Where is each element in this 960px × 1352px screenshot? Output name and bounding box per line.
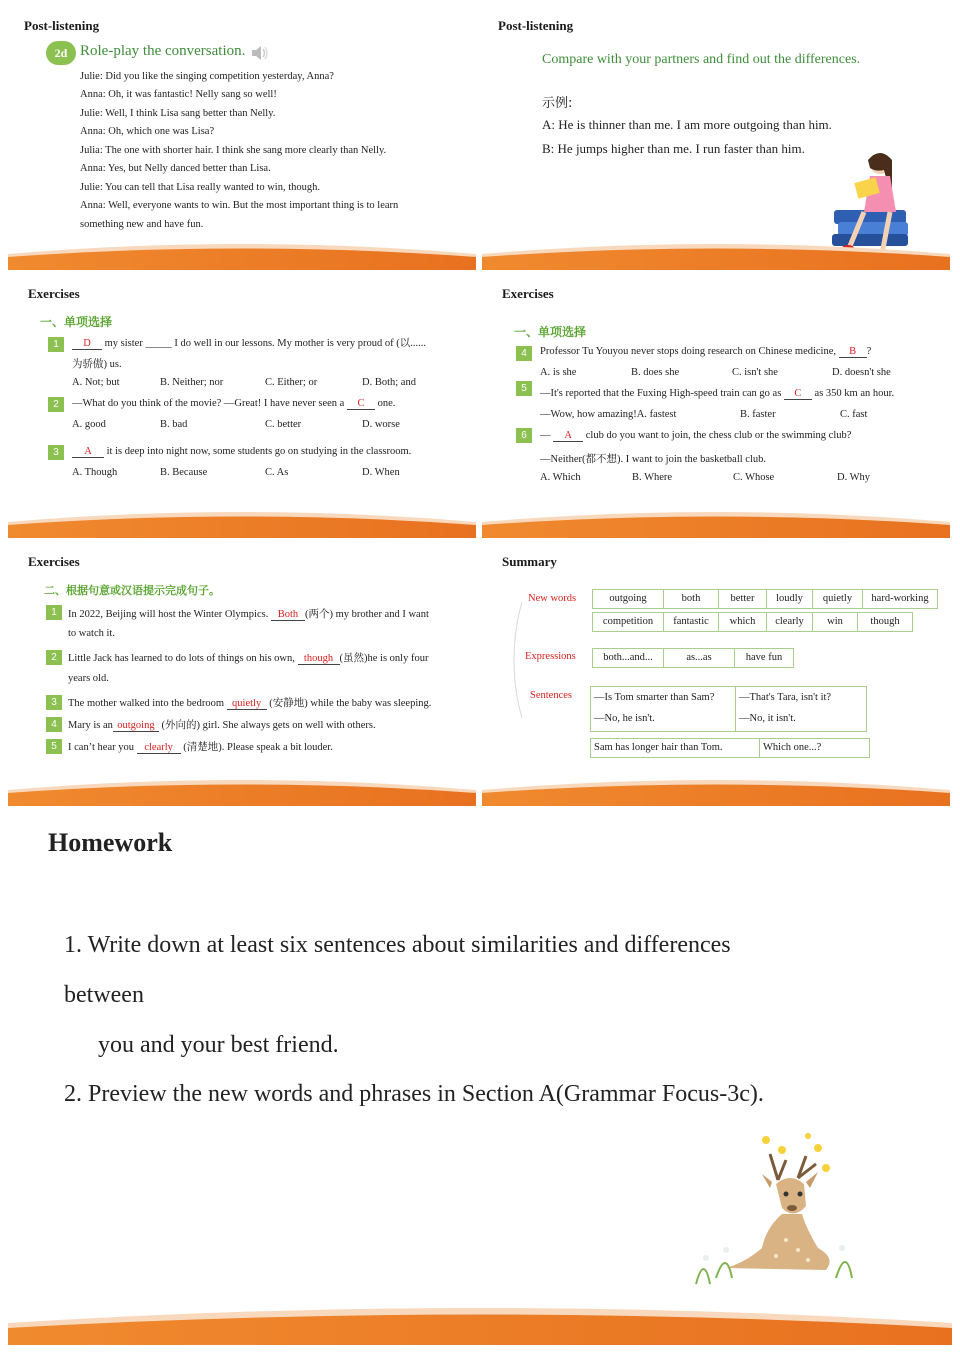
- answer-blank: D: [72, 339, 102, 350]
- sentence-2: [68, 650, 428, 665]
- option: C. As: [265, 467, 289, 478]
- sentence-text: (外向的) girl. She always gets on well with others.: [158, 720, 376, 731]
- question-6: [540, 430, 851, 442]
- sentence-text: —That's Tara, isn't it?: [739, 692, 832, 703]
- section-heading: 一、单项选择: [40, 315, 113, 329]
- option: D. Why: [837, 472, 871, 483]
- answer-blank: B: [839, 347, 867, 358]
- question-text: —It's reported that the Fuxing High-speed train can go as: [540, 388, 784, 399]
- word-box: hard-working: [862, 589, 938, 609]
- question-number: 1: [48, 337, 64, 352]
- option: D. doesn't she: [832, 367, 891, 378]
- orange-wave: [8, 766, 476, 806]
- dialogue-line: Anna: Oh, it was fantastic! Nelly sang so well!: [80, 89, 277, 100]
- answer-blank: A: [72, 447, 104, 458]
- word-box: outgoing: [592, 589, 664, 609]
- answer-blank: outgoing: [113, 721, 159, 732]
- sentence-1-line2: to watch it.: [68, 628, 115, 639]
- option: B. does she: [631, 367, 680, 378]
- slide-title: Post-listening: [24, 18, 100, 33]
- question-text: —What do you think of the movie? —Great! I have never seen a: [72, 398, 347, 409]
- question-3: [72, 446, 411, 458]
- bracket-lines: [510, 600, 524, 720]
- slide-title: Summary: [502, 554, 557, 569]
- answer-blank: clearly: [137, 743, 181, 754]
- homework-item-1-cont: between: [64, 982, 144, 1008]
- question-6-line2: —Neither(都不想). I want to join the basketball club.: [540, 454, 766, 465]
- option: C. Either; or: [265, 377, 318, 388]
- answer-blank: Both: [271, 610, 305, 621]
- sentence-box-d: Which one...?: [759, 738, 870, 758]
- slide-exercises-1: [8, 276, 476, 538]
- sentence-text: (两个) my brother and I want: [304, 609, 429, 620]
- new-words-label: New words: [528, 593, 577, 604]
- sentence-text: In 2022, Beijing will host the Winter Olympics.: [68, 609, 271, 620]
- orange-wave: [8, 1293, 952, 1345]
- sentence-text: Mary is an: [68, 720, 113, 731]
- question-number: 3: [48, 445, 64, 460]
- question-number: 2: [48, 397, 64, 412]
- slide-summary: [482, 544, 950, 806]
- dialogue-line: Anna: Well, everyone wants to win. But the most important thing is to learn: [80, 200, 399, 211]
- section-heading: 一、单项选择: [514, 325, 587, 339]
- question-2: [72, 398, 395, 410]
- question-number: 5: [516, 381, 532, 396]
- word-box: clearly: [766, 612, 813, 632]
- option: B. faster: [740, 409, 776, 420]
- slide-exercises-2: [482, 276, 950, 538]
- word-box: which: [718, 612, 767, 632]
- word-box: competition: [592, 612, 664, 632]
- question-5-line2: —Wow, how amazing!A. fastest: [540, 409, 677, 420]
- expression-box: as...as: [663, 648, 735, 668]
- orange-wave: [482, 498, 950, 538]
- deer-illustration: [686, 1128, 856, 1294]
- expression-box: both...and...: [592, 648, 664, 668]
- answer-blank: A: [553, 431, 583, 442]
- option: A. is she: [540, 367, 577, 378]
- example-line-b: B: He jumps higher than me. I run faster than him.: [542, 141, 805, 156]
- orange-wave: [8, 498, 476, 538]
- question-5: [540, 388, 894, 400]
- compare-instruction: Compare with your partners and find out the differences.: [542, 52, 861, 67]
- option: B. bad: [160, 419, 188, 430]
- question-number: 6: [516, 428, 532, 443]
- sentence-text: Little Jack has learned to do lots of things on his own,: [68, 653, 298, 664]
- question-number: 5: [46, 739, 62, 754]
- sentence-box-c: Sam has longer hair than Tom.: [590, 738, 763, 758]
- word-box: win: [812, 612, 858, 632]
- sentence-text: (虽然)he is only four: [339, 653, 429, 664]
- badge-2d: 2d: [46, 41, 76, 65]
- option: D. Both; and: [362, 377, 416, 388]
- orange-wave: [8, 230, 476, 270]
- question-text: it is deep into night now, some students go on studying in the classroom.: [104, 446, 412, 457]
- slide-title: Post-listening: [498, 18, 574, 33]
- option: B. Where: [632, 472, 673, 483]
- sentence-3: [68, 695, 431, 710]
- orange-wave: [482, 230, 950, 270]
- slide-title: Exercises: [502, 286, 554, 301]
- dialogue-line: something new and have fun.: [80, 219, 204, 230]
- option: D. worse: [362, 419, 400, 430]
- slide-exercises-3: [8, 544, 476, 806]
- option: A. Not; but: [72, 377, 120, 388]
- sentence-5: [68, 739, 333, 754]
- example-label: 示例:: [542, 96, 573, 111]
- sentence-text: (清楚地). Please speak a bit louder.: [180, 742, 333, 753]
- sentence-text: —No, it isn't.: [739, 713, 796, 724]
- word-box: loudly: [766, 589, 813, 609]
- sentence-1: [68, 606, 429, 621]
- dialogue-line: Anna: Yes, but Nelly danced better than Lisa.: [80, 163, 271, 174]
- sentence-text: —No, he isn't.: [594, 713, 655, 724]
- question-1: [72, 335, 426, 350]
- speaker-icon[interactable]: [250, 44, 270, 62]
- sentence-2-line2: years old.: [68, 673, 109, 684]
- dialogue-line: Anna: Oh, which one was Lisa?: [80, 126, 215, 137]
- option: C. isn't she: [732, 367, 778, 378]
- slide-title: Exercises: [28, 286, 80, 301]
- section-heading: 二、根据句意或汉语提示完成句子。: [44, 584, 220, 597]
- question-text: one.: [374, 398, 396, 409]
- answer-blank: C: [784, 389, 812, 400]
- option: C. better: [265, 419, 302, 430]
- role-play-heading: Role-play the conversation.: [80, 43, 246, 59]
- option: A. Which: [540, 472, 581, 483]
- word-box: quietly: [812, 589, 863, 609]
- dialogue-line: Julie: Well, I think Lisa sang better than Nelly.: [80, 108, 276, 119]
- question-number: 4: [516, 346, 532, 361]
- sentences-label: Sentences: [530, 690, 572, 701]
- homework-item-1: 1. Write down at least six sentences about similarities and differences: [64, 932, 731, 958]
- word-box: better: [718, 589, 767, 609]
- word-box: both: [663, 589, 719, 609]
- slide-role-play: [8, 8, 476, 270]
- sentence-text: I can’t hear you: [68, 742, 137, 753]
- question-text: ?: [866, 346, 872, 357]
- sentence-text: —Is Tom smarter than Sam?: [594, 692, 715, 703]
- option: A. good: [72, 419, 106, 430]
- expression-box: have fun: [734, 648, 794, 668]
- homework-item-1-cont2: you and your best friend.: [98, 1032, 339, 1058]
- sentence-4: [68, 717, 376, 732]
- question-number: 1: [46, 605, 62, 620]
- sentence-text: The mother walked into the bedroom: [68, 698, 227, 709]
- question-text: Professor Tu Youyou never stops doing research on Chinese medicine,: [540, 346, 839, 357]
- slide-compare: [482, 8, 950, 270]
- word-box: fantastic: [663, 612, 719, 632]
- question-text: —: [540, 430, 554, 441]
- expressions-label: Expressions: [525, 651, 576, 662]
- question-text: club do you want to join, the chess club or the swimming club?: [583, 430, 852, 441]
- option: D. When: [362, 467, 400, 478]
- homework-title: Homework: [48, 828, 173, 857]
- sentence-text: (安静地) while the baby was sleeping.: [266, 698, 432, 709]
- option: B. Because: [160, 467, 208, 478]
- sentence-box-b: [735, 686, 867, 732]
- option: C. Whose: [733, 472, 775, 483]
- dialogue-line: Julie: Did you like the singing competition yesterday, Anna?: [80, 71, 334, 82]
- answer-blank: C: [347, 399, 375, 410]
- answer-blank: quietly: [227, 699, 267, 710]
- example-line-a: A: He is thinner than me. I am more outgoing than him.: [542, 117, 832, 132]
- question-1-line2: 为骄傲) us.: [72, 359, 122, 370]
- word-box: though: [857, 612, 913, 632]
- option: B. Neither; nor: [160, 377, 224, 388]
- dialogue-line: Julia: The one with shorter hair. I think she sang more clearly than Nelly.: [80, 145, 387, 156]
- homework-item-2: 2. Preview the new words and phrases in Section A(Grammar Focus-3c).: [64, 1081, 764, 1107]
- question-number: 3: [46, 695, 62, 710]
- question-text: my sister _____ I do well in our lessons. My mother is very proud of (以......: [102, 338, 427, 349]
- option: A. Though: [72, 467, 118, 478]
- answer-blank: though: [298, 654, 340, 665]
- option: C. fast: [840, 409, 868, 420]
- question-number: 4: [46, 717, 62, 732]
- sentence-box-a: [590, 686, 736, 732]
- orange-wave: [482, 766, 950, 806]
- question-text: as 350 km an hour.: [811, 388, 895, 399]
- slide-title: Exercises: [28, 554, 80, 569]
- dialogue-line: Julie: You can tell that Lisa really wanted to win, though.: [80, 182, 321, 193]
- question-4: [540, 346, 871, 358]
- question-number: 2: [46, 650, 62, 665]
